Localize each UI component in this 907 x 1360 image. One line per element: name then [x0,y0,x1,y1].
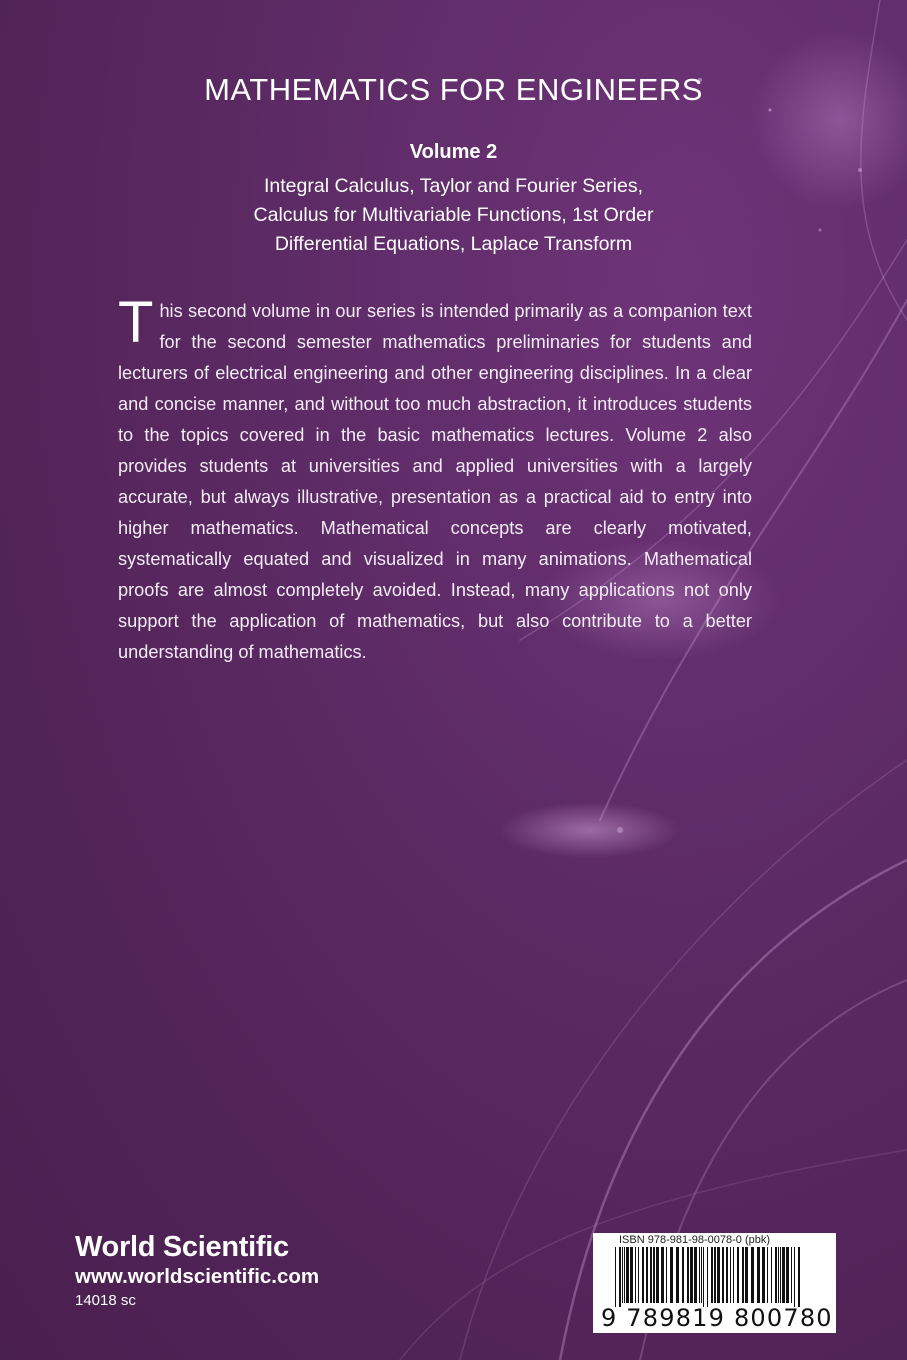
barcode-bar [717,1247,720,1303]
barcode-bar [694,1247,697,1303]
publisher-name: World Scientific [75,1231,289,1263]
barcode-bar [733,1247,734,1303]
barcode-digits: 9 789819 800780 [601,1304,833,1332]
barcode-bar [690,1247,693,1303]
drop-cap: T [118,290,154,355]
barcode-bar [786,1247,789,1303]
barcode-bar [775,1247,777,1303]
publisher-url: www.worldscientific.com [75,1265,320,1288]
barcode-bar [624,1247,625,1303]
barcode-bar [635,1247,636,1303]
barcode-bar [622,1247,623,1303]
barcode-bar [767,1247,768,1303]
barcode-bar [722,1247,724,1303]
barcode-bar [745,1247,748,1303]
barcode-bar [682,1247,684,1303]
barcode-bar [703,1247,704,1307]
barcode-bar [699,1247,700,1303]
subtitle-line: Integral Calculus, Taylor and Fourier Series, [264,175,643,197]
barcode-bars [601,1247,829,1307]
barcode-bar [757,1247,760,1303]
barcode-bar [730,1247,731,1303]
barcode-bar [687,1247,689,1303]
book-title: MATHEMATICS FOR ENGINEERS [204,72,703,107]
catalog-code: 14018 sc [75,1292,136,1309]
isbn-label: ISBN 978-981-98-0078-0 (pbk) [619,1234,771,1246]
barcode-bar [676,1247,679,1303]
volume-subtitle [150,172,757,259]
barcode-bar [666,1247,667,1303]
barcode-bar [782,1247,785,1303]
barcode-bar [670,1247,673,1303]
barcode-bar [707,1247,708,1307]
subtitle-line: Differential Equations, Laplace Transform [274,233,633,255]
barcode-panel [593,1233,836,1333]
barcode-bar [619,1247,621,1307]
barcode-bar [638,1247,639,1303]
barcode-bar [714,1247,716,1303]
barcode-bar [642,1247,644,1303]
barcode-bar [791,1247,792,1303]
barcode-bar [646,1247,648,1303]
barcode-bar [615,1247,616,1307]
barcode-bar [656,1247,659,1303]
barcode-bar [798,1247,800,1307]
barcode-bar [780,1247,781,1303]
barcode-bar [701,1247,702,1303]
barcode-bar [653,1247,655,1303]
subtitle-line: Calculus for Multivariable Functions, 1st Order [253,204,654,226]
barcode-bar [737,1247,739,1303]
barcode-bar [762,1247,765,1303]
barcode-bar [771,1247,772,1303]
description-blurb [118,290,752,668]
barcode-bar [794,1247,795,1307]
barcode-bar [751,1247,754,1303]
barcode-bar [778,1247,779,1303]
barcode-bar [742,1247,744,1303]
barcode-bar [661,1247,664,1303]
blurb-text: his second volume in our series is intended primarily as a companion text for the second semester mathematics preliminaries for students and lecturers of electrical engineering and other engineering disciplines. In a clear and concise manner, and without too much abstraction, it introduces students to the topics covered in the basic mathematics lectures. Volume 2 also provides students at universities and applied universities with a largely accurate, but always illustrative, presentation as a practical aid to entry into higher mathematics. Mathematical concepts are clearly motivated, systematically equated and visualized in many animations. Mathematical proofs are almost completely avoided. Instead, many applications not only support the application of mathematics, but also contribute to a better understanding of mathematics. [118,301,752,662]
barcode-bar [726,1247,728,1303]
barcode-bar [630,1247,633,1303]
barcode-bar [626,1247,629,1303]
publisher-block [75,1230,319,1312]
barcode-bar [650,1247,652,1303]
barcode-bar [711,1247,713,1303]
volume-label: Volume 2 [409,141,498,163]
